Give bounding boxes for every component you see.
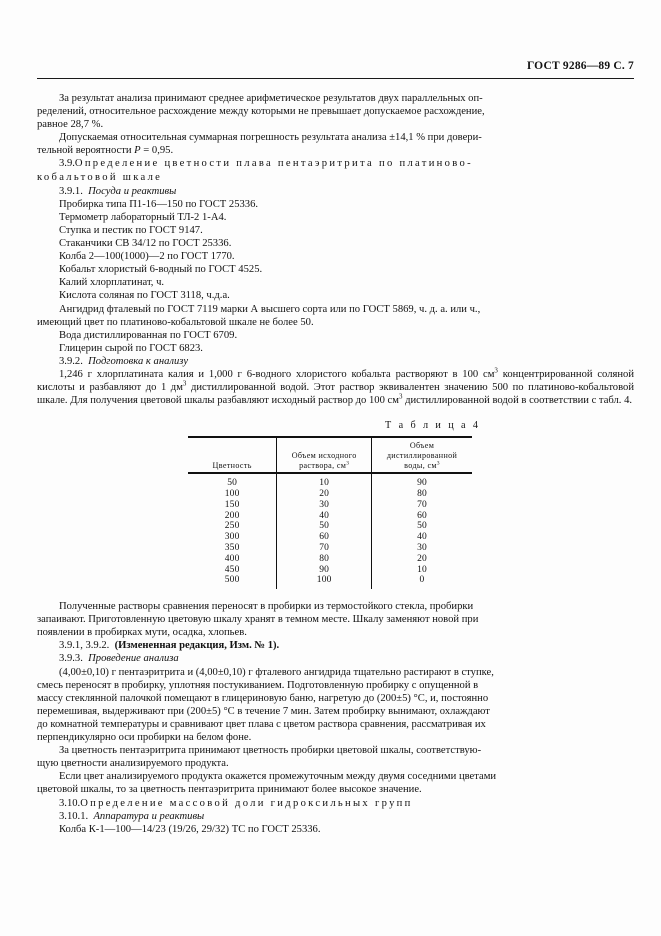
section-heading-3-10 bbox=[37, 797, 634, 811]
section-number: 3.9.3. bbox=[59, 653, 83, 665]
text-line: Полученные растворы сравнения переносят в пробирки из термостойкого стекла, пробирки bbox=[59, 601, 474, 613]
section-title: Определение цветности плава пентаэритрита по платиново- bbox=[74, 158, 473, 170]
column-header-water-volume bbox=[372, 437, 472, 473]
section-heading-3-9-1 bbox=[37, 185, 634, 198]
paragraph-intermediate-color bbox=[37, 770, 634, 796]
table-row bbox=[188, 575, 472, 589]
superscript-cubic: 3 bbox=[494, 366, 498, 375]
table-4-block bbox=[37, 419, 634, 589]
table-row bbox=[188, 511, 472, 522]
text-line: (4,00±0,10) г пентаэритрита и (4,00±0,10) г фталевого ангидрида тщательно растирают в ступке, bbox=[59, 666, 494, 678]
cell-water: 20 bbox=[372, 554, 472, 565]
table-row bbox=[188, 532, 472, 543]
section-title: Аппаратура и реактивы bbox=[93, 811, 205, 823]
text-fragment: тельной вероятности bbox=[37, 145, 135, 157]
text-line: перемешивая, выдерживают при (200±5) °С в течение 7 мин. Затем пробирку вынимают, охлаждают bbox=[37, 705, 490, 717]
variable-p: P bbox=[134, 145, 141, 157]
reagent-list-1 bbox=[37, 198, 634, 303]
table-head bbox=[188, 437, 472, 473]
list-item: Кислота соляная по ГОСТ 3118, ч.д.а. bbox=[59, 290, 230, 302]
superscript-cubic: 3 bbox=[182, 379, 187, 388]
cell-stock: 90 bbox=[277, 565, 372, 576]
text-fragment: 1,246 г хлорплатината калия и 1,000 г 6-водного хлористого кобальта растворяют в 100 см bbox=[59, 368, 495, 380]
page-header: ГОСТ 9286—89 С. 7 bbox=[526, 60, 634, 72]
table-header-row bbox=[188, 437, 472, 473]
cell-stock: 60 bbox=[277, 532, 372, 543]
section-heading-3-9-2 bbox=[37, 355, 634, 368]
text-line: до комнатной температуры и сравнивают цвет плава с цветом раствора сравнения, рассматривая их bbox=[37, 718, 486, 730]
paragraph-comparison-solutions bbox=[37, 600, 634, 639]
paragraph-phthalic-anhydride bbox=[37, 303, 634, 329]
section-title: Определение массовой доли гидроксильных групп bbox=[80, 797, 413, 809]
cell-water: 60 bbox=[372, 511, 472, 522]
cell-stock: 40 bbox=[277, 511, 372, 522]
superscript-cubic: 3 bbox=[346, 459, 350, 466]
text-line: смесь переносят в пробирку, уплотняя постукиванием. Подготовленную пробирку с опущенной в bbox=[37, 679, 479, 691]
text-line: имеющий цвет по платиново-кобальтовой шкале не более 50. bbox=[37, 316, 314, 328]
cell-stock: 80 bbox=[277, 554, 372, 565]
cell-water: 30 bbox=[372, 543, 472, 554]
column-header-color: Цветность bbox=[188, 437, 277, 473]
section-heading-3-9 bbox=[37, 157, 634, 171]
cell-water: 80 bbox=[372, 489, 472, 500]
cell-stock: 100 bbox=[277, 575, 372, 589]
text-line: цветовой шкалы, то за цветность пентаэритрита принимают более высокое значение. bbox=[37, 784, 422, 796]
section-number: 3.10.1. bbox=[59, 811, 89, 823]
text-fragment: = 0,95. bbox=[140, 145, 174, 157]
cell-color: 250 bbox=[224, 521, 240, 532]
cell-color: 300 bbox=[224, 532, 240, 543]
text-line: массу стеклянной палочкой помещают в глицериновую баню, нагретую до (200±5) °С, и, постоянно bbox=[37, 692, 489, 704]
cell-color: 100 bbox=[224, 488, 240, 499]
list-item: Кобальт хлористый 6-водный по ГОСТ 4525. bbox=[59, 264, 263, 276]
cell-color: 500 bbox=[224, 575, 240, 586]
table-row bbox=[188, 565, 472, 576]
cell-color: 400 bbox=[224, 553, 240, 564]
paragraph-color-assignment bbox=[37, 744, 634, 770]
section-number: 3.9. bbox=[59, 158, 75, 170]
cell-water: 90 bbox=[372, 473, 472, 489]
text-line: равное 28,7 %. bbox=[37, 119, 104, 131]
table-row bbox=[188, 554, 472, 565]
cell-water: 50 bbox=[372, 521, 472, 532]
table-row bbox=[188, 473, 472, 489]
cell-color: 200 bbox=[224, 510, 240, 521]
cell-stock: 30 bbox=[277, 500, 372, 511]
section-heading-3-10-1 bbox=[37, 810, 634, 823]
text-line: Ангидрид фталевый по ГОСТ 7119 марки А высшего сорта или по ГОСТ 5869, ч. д. а. или ч., bbox=[59, 303, 481, 315]
cell-water: 10 bbox=[372, 565, 472, 576]
section-number: 3.10. bbox=[59, 797, 81, 809]
list-item: Стаканчики СВ 34/12 по ГОСТ 25336. bbox=[59, 238, 232, 250]
header-line: воды, см bbox=[404, 460, 437, 470]
header-line: раствора, см bbox=[299, 460, 347, 470]
amendment-sections: 3.9.1, 3.9.2. bbox=[59, 640, 110, 652]
list-item: Колба 2—100(1000)—2 по ГОСТ 1770. bbox=[59, 251, 235, 263]
section-title: Посуда и реактивы bbox=[88, 185, 177, 197]
cell-stock: 70 bbox=[277, 543, 372, 554]
amendment-text: (Измененная редакция, Изм. № 1). bbox=[114, 640, 280, 652]
cell-color: 50 bbox=[188, 473, 277, 489]
text-line: Если цвет анализируемого продукта окажется промежуточным между двумя соседними цветами bbox=[59, 771, 497, 783]
cell-stock: 10 bbox=[277, 473, 372, 489]
list-item: Колба К-1—100—14/23 (19/26, 29/32) ТС по ГОСТ 25336. bbox=[59, 824, 321, 836]
text-line: Допускаемая относительная суммарная погрешность результата анализа ±14,1 % при довери- bbox=[59, 132, 482, 144]
text-line: щую цветности анализируемого продукта. bbox=[37, 758, 229, 770]
table-row bbox=[188, 543, 472, 554]
section-heading-3-9-cont: кобальтовой шкале bbox=[37, 172, 163, 184]
list-item: Термометр лабораторный ТЛ-2 1-А4. bbox=[59, 211, 227, 223]
list-item: Калий хлорплатинат, ч. bbox=[59, 277, 165, 289]
paragraph-error-tolerance bbox=[37, 131, 634, 157]
cell-water: 40 bbox=[372, 532, 472, 543]
table-caption: Т а б л и ц а 4 bbox=[385, 420, 481, 432]
paragraph-stock-solution bbox=[37, 368, 634, 407]
list-item: Вода дистиллированная по ГОСТ 6709. bbox=[59, 329, 238, 341]
cell-water: 0 bbox=[372, 575, 472, 589]
text-fragment: дистиллированной водой. Этот раствор эквивалентен значению 500 по платиново-кобальтовой шкале. Для получения цветовой шкалы разбавляют исходный раствор до 100 см bbox=[37, 382, 634, 407]
header-line: дистиллированной bbox=[386, 450, 458, 460]
header-rule bbox=[37, 78, 634, 79]
cell-color: 350 bbox=[224, 542, 240, 553]
text-line: За цветность пентаэритрита принимают цветность пробирки цветовой шкалы, соответствую- bbox=[59, 745, 482, 757]
superscript-cubic: 3 bbox=[436, 459, 440, 466]
column-header-stock-volume bbox=[277, 437, 372, 473]
section-number: 3.9.1. bbox=[59, 185, 83, 197]
header-line: Объем bbox=[409, 441, 435, 451]
text-line: За результат анализа принимают среднее арифметическое результатов двух параллельных оп- bbox=[59, 93, 483, 104]
section-number: 3.9.2. bbox=[59, 355, 83, 367]
cell-stock: 50 bbox=[277, 521, 372, 532]
text-fragment: дистиллированной водой в соответствии с табл. 4. bbox=[402, 395, 633, 407]
cell-stock: 20 bbox=[277, 489, 372, 500]
paragraph-result-averaging bbox=[37, 92, 634, 131]
text-line: ределений, относительное расхождение между которыми не превышает допускаемое расхождение, bbox=[37, 106, 485, 118]
text-fragment: концентрированной соляной кислоты и разбавляют до 1 дм bbox=[37, 368, 634, 394]
document-body bbox=[37, 92, 634, 836]
section-heading-3-9-3 bbox=[37, 652, 634, 665]
table-row bbox=[188, 489, 472, 500]
cell-color: 450 bbox=[224, 564, 240, 575]
table-row bbox=[188, 521, 472, 532]
list-item: Ступка и пестик по ГОСТ 9147. bbox=[59, 224, 203, 236]
table-body bbox=[188, 473, 472, 589]
table-row bbox=[188, 500, 472, 511]
list-item: Глицерин сырой по ГОСТ 6823. bbox=[59, 342, 203, 354]
text-line bbox=[37, 144, 634, 157]
cell-water: 70 bbox=[372, 500, 472, 511]
superscript-cubic: 3 bbox=[398, 392, 403, 401]
text-line: перпендикулярно оси пробирки на белом фоне. bbox=[37, 732, 252, 744]
header-line: Объем исходного bbox=[291, 450, 357, 460]
section-title: Подготовка к анализу bbox=[88, 355, 189, 367]
paragraph-procedure bbox=[37, 666, 634, 745]
dilution-table bbox=[188, 436, 472, 589]
text-line: появлении в пробирках мути, осадка, хлопьев. bbox=[37, 627, 247, 639]
text-line: запаивают. Приготовленную цветовую шкалу хранят в темном месте. Шкалу заменяют новой при bbox=[37, 614, 479, 626]
reagent-list-2 bbox=[37, 329, 634, 355]
amendment-note bbox=[37, 639, 634, 652]
section-title: Проведение анализа bbox=[88, 653, 179, 665]
list-item: Пробирка типа П1-16—150 по ГОСТ 25336. bbox=[59, 198, 259, 210]
cell-color: 150 bbox=[224, 499, 240, 510]
